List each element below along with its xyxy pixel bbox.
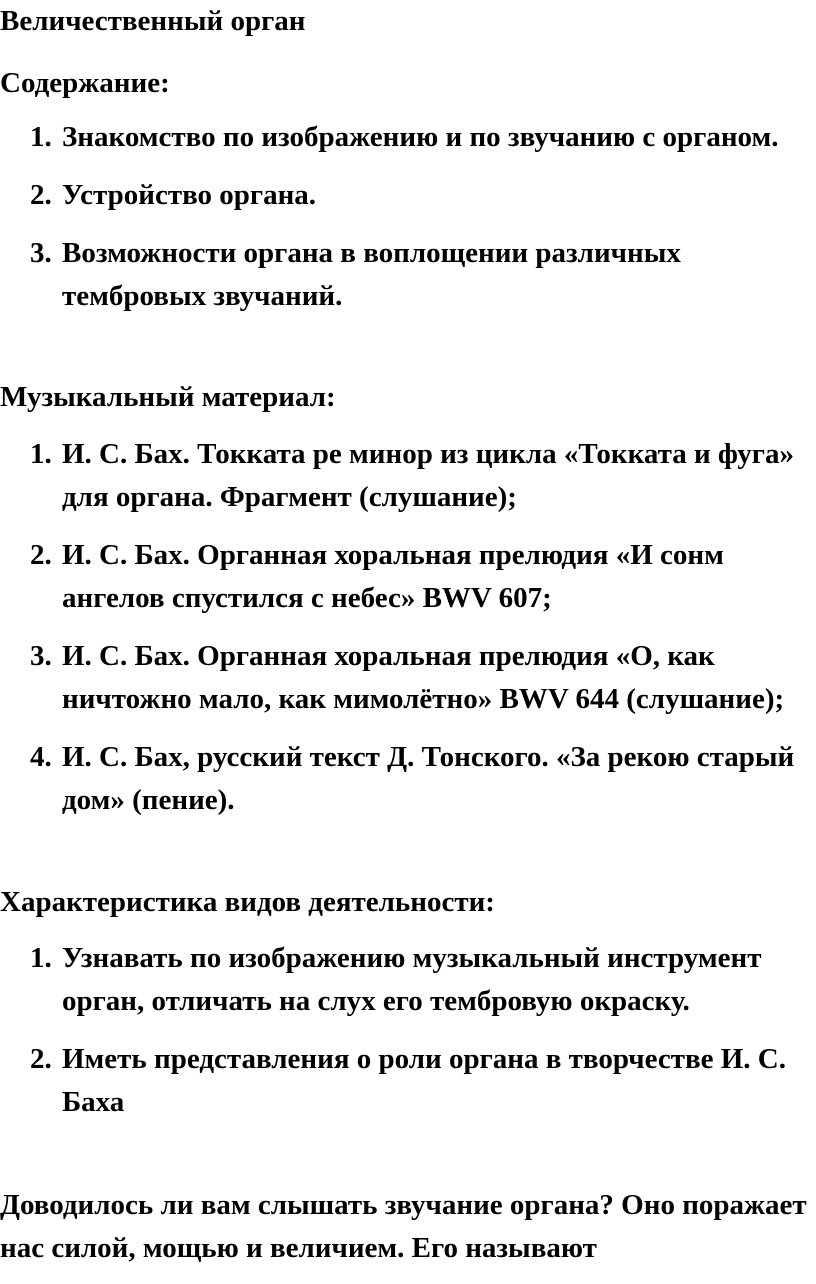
list-item: [0, 232, 812, 318]
list-item: [0, 116, 812, 159]
document-title: Величественный орган: [0, 5, 306, 37]
list-item-text: И. С. Бах. Органная хоральная прелюдия «О, как ничтожно мало, как мимолётно» BWV 644 (слушание);: [62, 640, 785, 715]
list-item: [0, 635, 812, 721]
list-number: 1.: [30, 121, 52, 153]
list-number: 1.: [30, 438, 52, 470]
list-item: [0, 174, 812, 217]
list-item: [0, 736, 812, 822]
list-number: 3.: [30, 640, 52, 672]
list-number: 3.: [30, 237, 52, 269]
list-item-text: И. С. Бах. Органная хоральная прелюдия «И сонм ангелов спустился с небес» BWV 607;: [62, 539, 724, 614]
list-number: 2.: [30, 539, 52, 571]
material-heading: Музыкальный материал:: [0, 381, 336, 413]
list-item: [0, 534, 812, 620]
body-paragraph: Доводилось ли вам слышать звучание органа? Оно поражает нас силой, мощью и величием. Его называют: [0, 1189, 807, 1264]
list-item: [0, 433, 812, 519]
list-item-text: Возможности органа в воплощении различных тембровых звучаний.: [62, 237, 681, 312]
list-number: 2.: [30, 1043, 52, 1075]
list-item-text: И. С. Бах, русский текст Д. Тонского. «За рекою старый дом» (пение).: [62, 741, 795, 816]
list-number: 2.: [30, 179, 52, 211]
list-item-text: Узнавать по изображению музыкальный инструмент орган, отличать на слух его тембровую окраску.: [62, 942, 762, 1017]
list-number: 4.: [30, 741, 52, 773]
material-list: [0, 433, 812, 822]
activities-list: [0, 937, 812, 1124]
list-number: 1.: [30, 942, 52, 974]
list-item-text: Иметь представления о роли органа в творчестве И. С. Баха: [62, 1043, 786, 1118]
contents-list: [0, 116, 812, 318]
list-item: [0, 937, 812, 1023]
contents-heading: Содержание:: [0, 67, 170, 99]
list-item-text: И. С. Бах. Токката ре минор из цикла «Токката и фуга» для органа. Фрагмент (слушание);: [62, 438, 794, 513]
list-item: [0, 1038, 812, 1124]
activities-heading: Характеристика видов деятельности:: [0, 886, 495, 918]
list-item-text: Знакомство по изображению и по звучанию с органом.: [62, 121, 779, 153]
list-item-text: Устройство органа.: [62, 179, 317, 211]
